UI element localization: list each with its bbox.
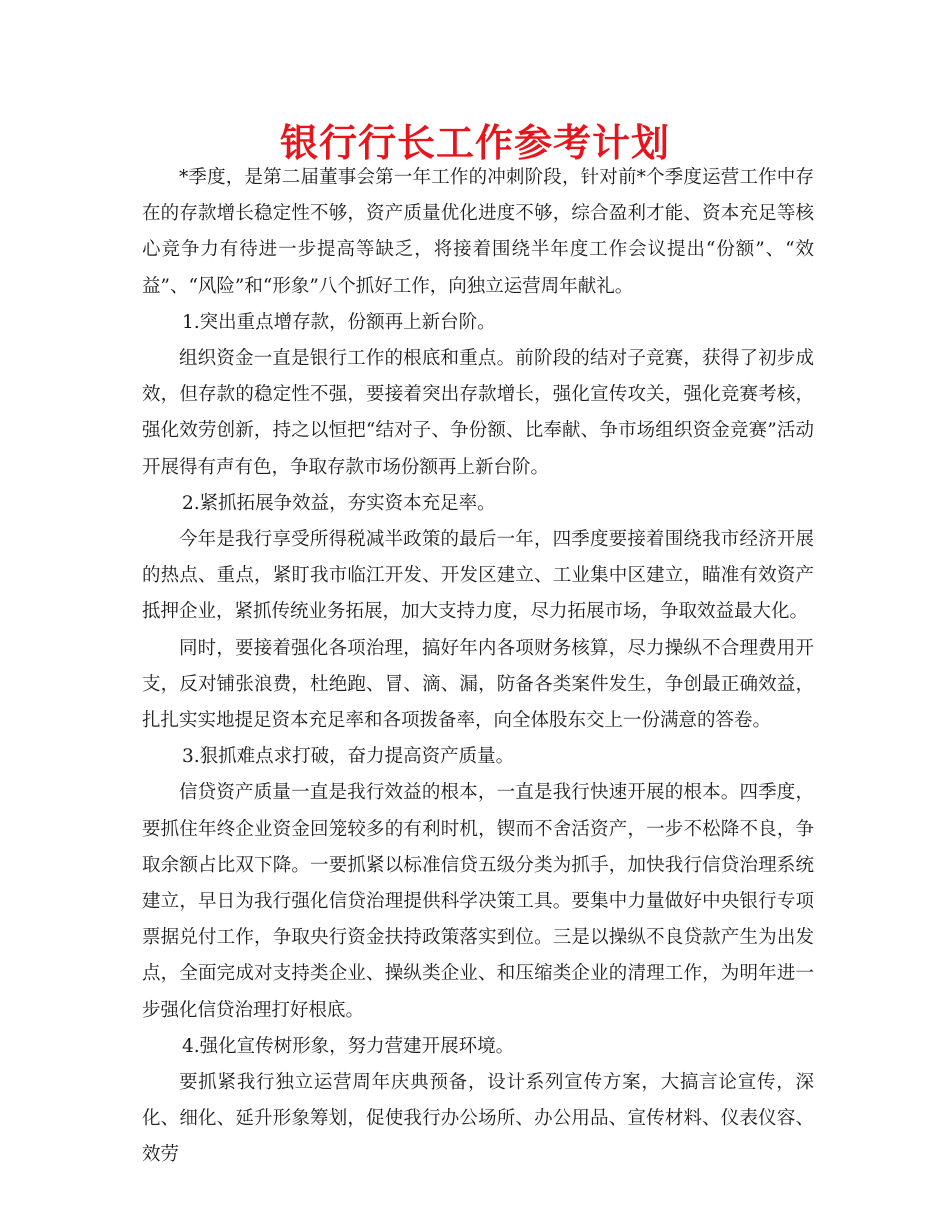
intro-paragraph: *季度，是第二届董事会第一年工作的冲刺阶段，针对前*个季度运营工作中存在的存款增长稳定性不够，资产质量优化进度不够，综合盈利才能、资本充足等核心竞争力有待进一步提高等缺乏，将接着围绕半年度工作会议提出“份额”、“效益”、“风险”和“形象”八个抓好工作，向独立运营周年献礼。 — [142, 167, 814, 297]
section-2-paragraph-1: 今年是我行享受所得税减半政策的最后一年，四季度要接着围绕我市经济开展的热点、重点，紧盯我市临江开发、开发区建立、工业集中区建立，瞄准有效资产抵押企业，紧抓传统业务拓展，加大支持力度，尽力拓展市场，争取效益最大化。 — [142, 529, 814, 623]
section-heading-3: 3.狠抓难点求打破，奋力提高资产质量。 — [182, 746, 515, 768]
section-3-paragraph: 信贷资产质量一直是我行效益的根本，一直是我行快速开展的根本。四季度，要抓住年终企业资金回笼较多的有利时机，锲而不舍活资产，一步不松降不良，争取余额占比双下降。一要抓紧以标准信贷五级分类为抓手，加快我行信贷治理系统建立，早日为我行强化信贷治理提供科学决策工具。要集中力量做好中央银行专项票据兑付工作，争取央行资金扶持政策落实到位。三是以操纵不良贷款产生为出发点，全面完成对支持类企业、操纵类企业、和压缩类企业的清理工作，为明年进一步强化信贷治理打好根底。 — [142, 782, 814, 1021]
document-title: 银行行长工作参考计划 — [279, 121, 670, 165]
section-heading-2: 2.紧抓拓展争效益，夯实资本充足率。 — [182, 492, 496, 514]
section-heading-1: 1.突出重点增存款，份额再上新台阶。 — [182, 311, 496, 333]
document-body — [142, 160, 814, 1174]
section-1-paragraph: 组织资金一直是银行工作的根底和重点。前阶段的结对子竞赛，获得了初步成效，但存款的稳定性不强，要接着突出存款增长，强化宣传攻关，强化竞赛考核，强化效劳创新，持之以恒把“结对子、争份额、比奉献、争市场组织资金竞赛”活动开展得有声有色，争取存款市场份额再上新台阶。 — [142, 348, 814, 478]
section-2-paragraph-2: 同时，要接着强化各项治理，搞好年内各项财务核算，尽力操纵不合理费用开支，反对铺张浪费，杜绝跑、冒、滴、漏，防备各类案件发生，争创最正确效益，扎扎实实地提足资本充足率和各项拨备率，向全体股东交上一份满意的答卷。 — [142, 637, 814, 732]
section-heading-4: 4.强化宣传树形象，努力营建开展环境。 — [182, 1035, 515, 1057]
section-4-paragraph: 要抓紧我行独立运营周年庆典预备，设计系列宣传方案，大搞言论宣传，深化、细化、延升形象筹划，促使我行办公场所、办公用品、宣传材料、仪表仪容、效劳 — [142, 1072, 814, 1166]
